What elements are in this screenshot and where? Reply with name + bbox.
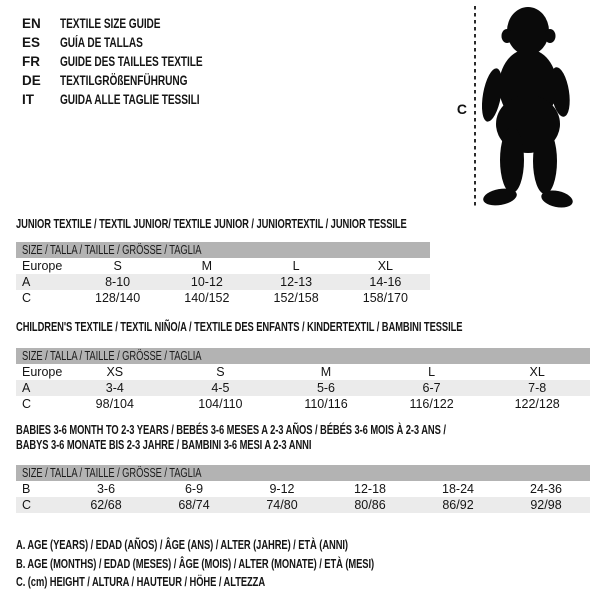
size-header-bar [16, 348, 590, 364]
table-title [16, 320, 590, 335]
table-rows [16, 364, 590, 412]
size-cell: 8-10 [105, 275, 131, 289]
language-code: DE [22, 73, 41, 88]
table-title-text: BABIES 3-6 MONTH TO 2-3 YEARS / BEBÉS 3-6 MESES A 2-3 AÑOS / BÉBÉS 3-6 MOIS À 2-3 ANS / BABYS 3-6 MONATE BIS 2-3 JAHRE / BAMBINI 3-6 MESI A 2-3 ANNI [16, 423, 446, 452]
size-cell: 68/74 [178, 498, 210, 512]
size-cell: 9-12 [269, 482, 295, 496]
size-cell: 3-4 [105, 381, 124, 395]
row-label: B [22, 482, 31, 496]
table-row [16, 258, 430, 274]
size-cell: 14-16 [369, 275, 402, 289]
language-row-en [22, 14, 250, 33]
size-cell: 104/110 [198, 397, 243, 411]
size-cell: 92/98 [530, 498, 562, 512]
size-cell: 110/116 [304, 397, 348, 411]
size-cell: 10-12 [190, 275, 223, 289]
guide-title-fr: GUIDE DES TAILLES TEXTILE [60, 54, 203, 69]
language-row-de [22, 71, 250, 90]
table-row [16, 497, 590, 513]
row-label: Europe [22, 365, 63, 379]
size-cell: 12-18 [354, 482, 386, 496]
size-cell: L [428, 365, 436, 379]
size-cell: S [113, 259, 122, 273]
size-cell: 4-5 [211, 381, 230, 395]
toddler-silhouette-icon [478, 7, 574, 210]
guide-title-en: TEXTILE SIZE GUIDE [60, 16, 161, 31]
row-label: C [22, 498, 32, 512]
size-cell: 24-36 [530, 482, 562, 496]
row-label: A [22, 381, 31, 395]
guide-title-it: GUIDA ALLE TAGLIE TESSILI [60, 92, 200, 107]
language-code: ES [22, 35, 41, 50]
size-cell: 7-8 [528, 381, 547, 395]
size-cell: XS [106, 365, 124, 379]
size-header-bar [16, 465, 590, 481]
size-header-bar [16, 242, 430, 258]
table-row [16, 290, 430, 306]
junior-size-table [16, 217, 430, 306]
size-cell: M [201, 259, 213, 273]
row-label: A [22, 275, 31, 289]
table-rows [16, 481, 590, 513]
table-row [16, 481, 590, 497]
table-title-text: CHILDREN'S TEXTILE / TEXTIL NIÑO/A / TEXTILE DES ENFANTS / KINDERTEXTIL / BAMBINI TESSILE [16, 320, 463, 334]
language-row-es [22, 33, 250, 52]
size-cell: 74/80 [266, 498, 298, 512]
footnote-text: B. AGE (MONTHS) / EDAD (MESES) / ÂGE (MOIS) / ALTER (MONATE) / ETÀ (MESI) [16, 556, 375, 571]
table-row [16, 380, 590, 396]
table-title [16, 217, 430, 232]
table-row [16, 364, 590, 380]
size-cell: 18-24 [442, 482, 474, 496]
size-cell: M [320, 365, 332, 379]
size-cell: S [216, 365, 225, 379]
footnote-c [16, 573, 493, 592]
footnote-text: C. (cm) HEIGHT / ALTURA / HAUTEUR / HÖHE / ALTEZZA [16, 575, 266, 589]
table-title [16, 423, 590, 453]
guide-title-de: TEXTILGRÖßENFÜHRUNG [60, 73, 188, 88]
table-title-text: JUNIOR TEXTILE / TEXTIL JUNIOR/ TEXTILE JUNIOR / JUNIORTEXTIL / JUNIOR TESSILE [16, 217, 407, 231]
size-cell: 152/158 [273, 291, 319, 305]
table-row [16, 274, 430, 290]
size-cell: 6-7 [422, 381, 441, 395]
size-header-text: SIZE / TALLA / TAILLE / GRÖSSE / TAGLIA [22, 349, 202, 363]
table-row [16, 396, 590, 412]
size-header-text: SIZE / TALLA / TAILLE / GRÖSSE / TAGLIA [22, 466, 202, 480]
size-cell: 140/152 [184, 291, 230, 305]
size-cell: 5-6 [316, 381, 336, 395]
size-cell: XL [529, 365, 545, 379]
language-code: FR [22, 54, 40, 69]
language-code: EN [22, 16, 41, 31]
language-code: IT [22, 92, 34, 107]
size-cell: 80/86 [354, 498, 386, 512]
size-cell: 128/140 [95, 291, 141, 305]
size-cell: L [292, 259, 300, 273]
size-cell: 158/170 [362, 291, 408, 305]
footnote-b [16, 555, 493, 574]
footnote-text: A. AGE (YEARS) / EDAD (AÑOS) / ÂGE (ANS) / ALTER (JAHRE) / ETÀ (ANNI) [16, 538, 348, 552]
row-label: C [22, 397, 32, 411]
size-cell: 6-9 [184, 482, 204, 496]
table-rows [16, 258, 430, 306]
size-cell: 3-6 [96, 482, 116, 496]
size-cell: 12-13 [280, 275, 313, 289]
guide-title-es: GUÍA DE TALLAS [60, 35, 143, 50]
children-size-table [16, 320, 590, 412]
toddler-height-figure [425, 0, 595, 215]
size-cell: 122/128 [514, 397, 560, 411]
footnote-a [16, 536, 493, 555]
size-cell: 86/92 [442, 498, 474, 512]
row-label: C [22, 291, 32, 305]
language-list [22, 14, 250, 109]
babies-size-table [16, 423, 590, 513]
row-label: Europe [22, 259, 63, 273]
size-cell: 116/122 [409, 397, 454, 411]
size-cell: 62/68 [90, 498, 122, 512]
size-header-text: SIZE / TALLA / TAILLE / GRÖSSE / TAGLIA [22, 243, 202, 257]
size-cell: XL [377, 259, 394, 273]
language-row-it [22, 90, 250, 109]
height-label: C [456, 101, 467, 117]
footnotes [16, 536, 493, 592]
size-cell: 98/104 [95, 397, 134, 411]
language-row-fr [22, 52, 250, 71]
